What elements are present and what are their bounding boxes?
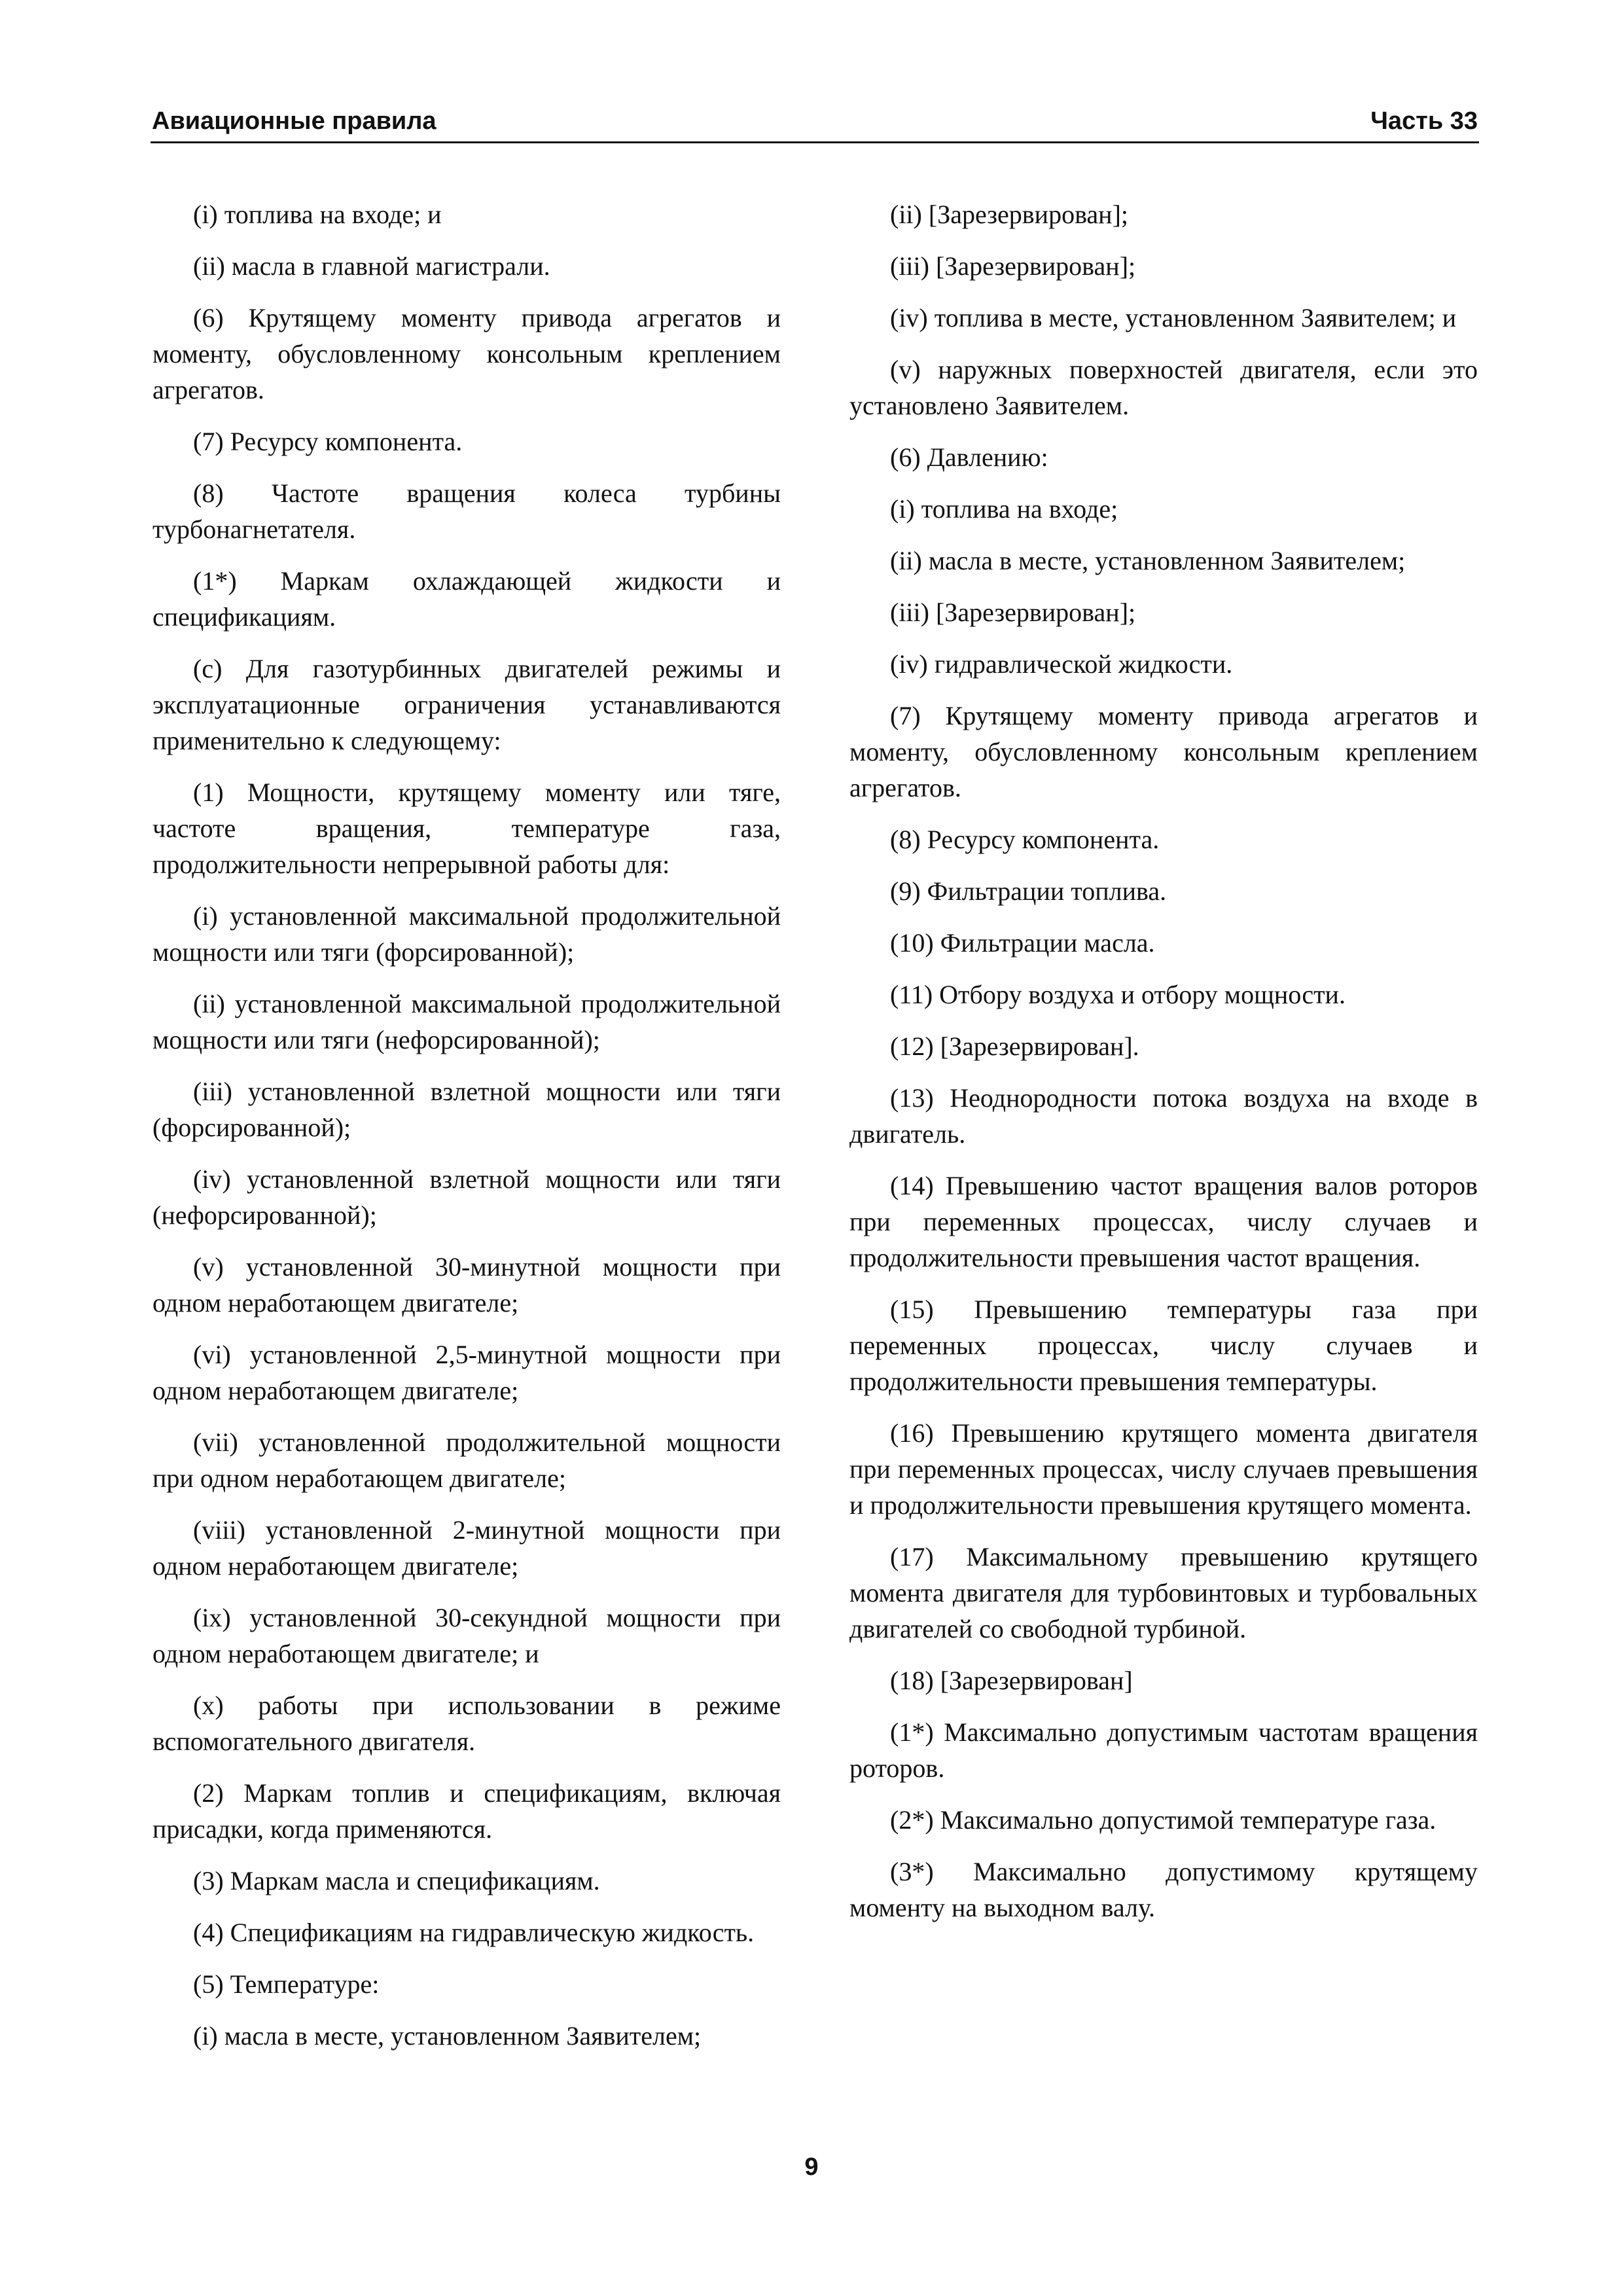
paragraph: (11) Отбору воздуха и отбору мощности.: [890, 980, 1346, 1009]
paragraph: (iii) [Зарезервирован];: [890, 251, 1136, 281]
paragraph: (4) Спецификациям на гидравлическую жидкость.: [193, 1918, 755, 1947]
paragraph: (6) Крутящему моменту привода агрегатов и моменту, обусловленному консольным креплением агрегатов.: [152, 303, 781, 404]
paragraph: (6) Давлению:: [890, 442, 1048, 472]
paragraph: (vii) установленной продолжительной мощности при одном неработающем двигателе;: [152, 1427, 781, 1493]
paragraph: (i) топлива на входе;: [890, 494, 1118, 524]
paragraph: (13) Неоднородности потока воздуха на входе в двигатель.: [849, 1083, 1478, 1149]
paragraph: (14) Превышению частот вращения валов роторов при переменных процессах, числу случаев и продолжительности превышения частот вращения.: [849, 1171, 1478, 1272]
running-header: [151, 103, 1479, 143]
paragraph: (1*) Максимально допустимым частотам вращения роторов.: [849, 1717, 1478, 1783]
paragraph: (1) Мощности, крутящему моменту или тяге, частоте вращения, температуре газа, продолжительности непрерывной работы для:: [152, 778, 781, 879]
paragraph: (3*) Максимально допустимому крутящему моменту на выходном валу.: [849, 1857, 1478, 1922]
right-column: [849, 196, 1478, 1941]
paragraph: (15) Превышению температуры газа при переменных процессах, числу случаев и продолжительности превышения температуры.: [849, 1295, 1478, 1396]
paragraph: (ii) масла в месте, установленном Заявителем;: [890, 546, 1406, 575]
paragraph: (iii) установленной взлетной мощности или тяги (форсированной);: [152, 1077, 781, 1142]
paragraph: (9) Фильтрации топлива.: [890, 876, 1167, 906]
paragraph: (3) Маркам масла и спецификациям.: [193, 1866, 600, 1895]
paragraph: (10) Фильтрации масла.: [890, 928, 1155, 958]
paragraph: (i) установленной максимальной продолжительной мощности или тяги (форсированной);: [152, 901, 781, 967]
paragraph: (v) наружных поверхностей двигателя, если это установлено Заявителем.: [849, 355, 1478, 420]
paragraph: (8) Ресурсу компонента.: [890, 825, 1160, 854]
paragraph: (i) топлива на входе; и: [193, 200, 442, 229]
document-title: Авиационные правила: [152, 107, 437, 135]
paragraph: (16) Превышению крутящего момента двигателя при переменных процессах, числу случаев превышения и продолжительности превышения крутящего момента.: [849, 1418, 1478, 1520]
page-number: 9: [804, 2153, 819, 2181]
paragraph: (vi) установленной 2,5-минутной мощности при одном неработающем двигателе;: [152, 1340, 781, 1405]
paragraph: (8) Частоте вращения колеса турбины турбонагнетателя.: [152, 478, 781, 544]
paragraph: (iv) гидравлической жидкости.: [890, 649, 1233, 679]
paragraph: (7) Крутящему моменту привода агрегатов и моменту, обусловленному консольным креплением агрегатов.: [849, 701, 1478, 802]
paragraph: (ii) [Зарезервирован];: [890, 200, 1129, 229]
paragraph: (5) Температуре:: [193, 1969, 380, 1999]
paragraph: (2*) Максимально допустимой температуре газа.: [890, 1805, 1436, 1835]
paragraph: (v) установленной 30-минутной мощности при одном неработающем двигателе;: [152, 1252, 781, 1318]
paragraph: (ix) установленной 30-секундной мощности при одном неработающем двигателе; и: [152, 1603, 781, 1668]
paragraph: (iii) [Зарезервирован];: [890, 598, 1136, 627]
paragraph: (iv) топлива в месте, установленном Заявителем; и: [890, 303, 1457, 332]
paragraph: (ii) установленной максимальной продолжительной мощности или тяги (нефорсированной);: [152, 989, 781, 1054]
paragraph: (iv) установленной взлетной мощности или тяги (нефорсированной);: [152, 1164, 781, 1230]
paragraph: (x) работы при использовании в режиме вспомогательного двигателя.: [152, 1691, 781, 1756]
part-label: Часть 33: [1370, 107, 1478, 135]
paragraph: (viii) установленной 2-минутной мощности при одном неработающем двигателе;: [152, 1515, 781, 1581]
paragraph: (7) Ресурсу компонента.: [193, 427, 463, 456]
paragraph: (12) [Зарезервирован].: [890, 1031, 1139, 1061]
paragraph: (ii) масла в главной магистрали.: [193, 251, 550, 281]
paragraph: (1*) Маркам охлаждающей жидкости и спецификациям.: [152, 566, 781, 632]
paragraph: (17) Максимальному превышению крутящего момента двигателя для турбовинтовых и турбовальных двигателей со свободной турбиной.: [849, 1542, 1478, 1643]
paragraph: (c) Для газотурбинных двигателей режимы и эксплуатационные ограничения устанавливаются применительно к следующему:: [152, 654, 781, 755]
paragraph: (18) [Зарезервирован]: [890, 1666, 1133, 1695]
paragraph: (2) Маркам топлив и спецификациям, включая присадки, когда применяются.: [152, 1778, 781, 1844]
left-column: [152, 196, 781, 2070]
paragraph: (i) масла в месте, установленном Заявителем;: [193, 2021, 702, 2051]
